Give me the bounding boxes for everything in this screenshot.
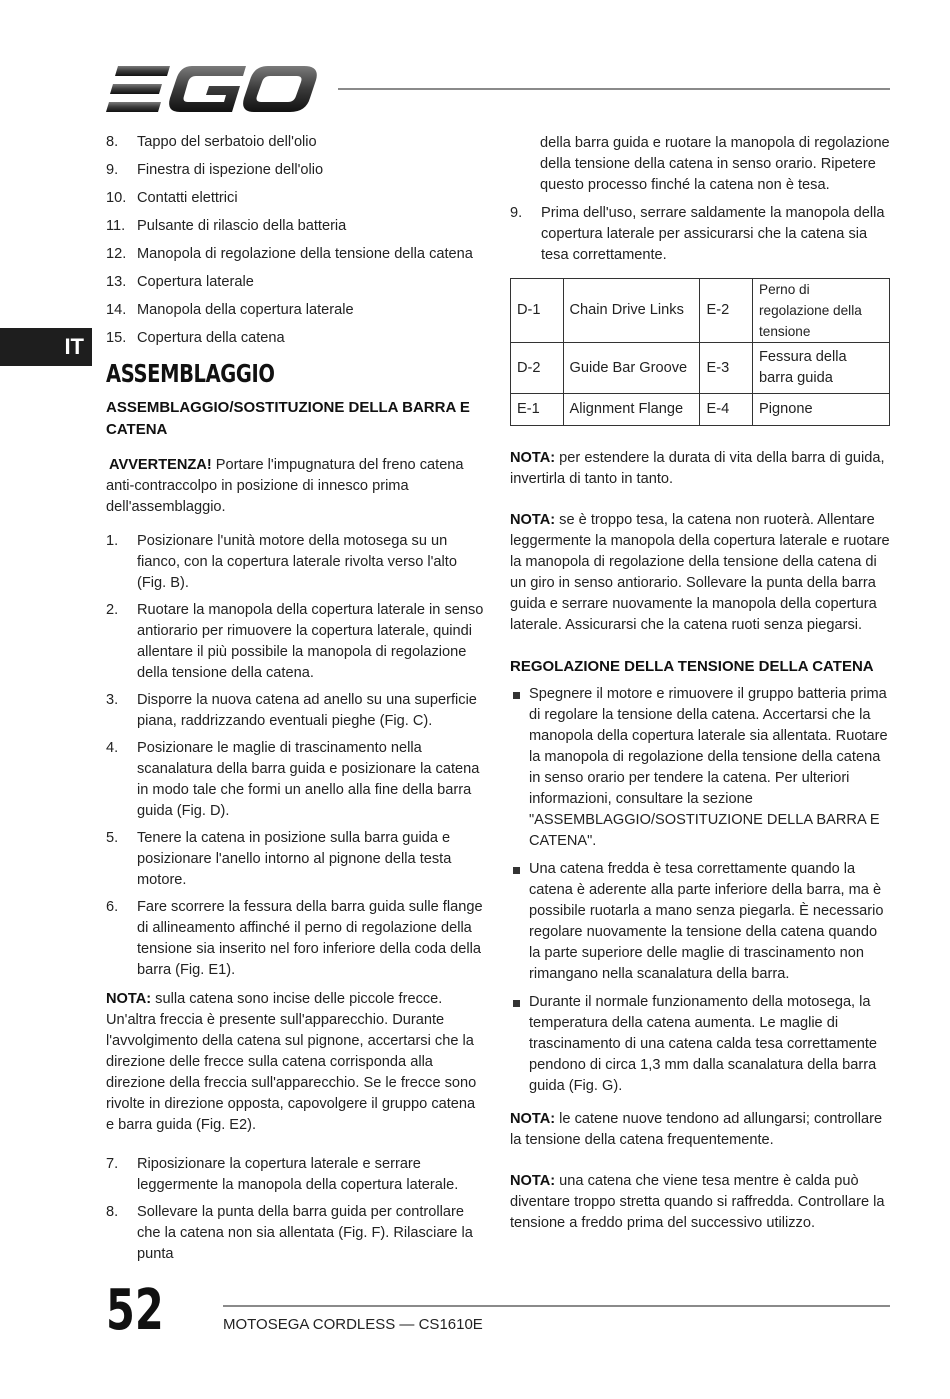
item-number: 11. [106, 218, 126, 234]
header-rule [338, 88, 890, 90]
note-hot-chain [510, 1171, 892, 1234]
list-item [106, 216, 486, 237]
table-row [511, 343, 890, 394]
assembly-steps [106, 531, 486, 981]
table-cell: Fessura della barra guida [753, 343, 890, 394]
note-label: NOTA: [510, 450, 556, 466]
note-text: per estendere la durata di vita della barra di guida, invertirla di tanto in tanto. [510, 450, 885, 487]
note-text: se è troppo tesa, la catena non ruoterà. Allentare leggermente la manopola della copertura laterale e ruotare la manopola di regolazione della tensione della catena di un giro in senso antiorario. Sollevare la punta della barra guida e serrare nuovamente la manopola della copertura laterale. Assicurarsi che la catena ruoti senza piegarsi. [510, 512, 890, 633]
list-item [106, 300, 486, 321]
item-text: Posizionare l'unità motore della motosega su un fianco, con la copertura laterale rivolta verso l'alto (Fig. B). [137, 533, 457, 591]
list-item [106, 160, 486, 181]
item-text: Disporre la nuova catena ad anello su una superficie piana, raddrizzando eventuali pieghe (Fig. C). [137, 692, 477, 729]
item-number: 7. [106, 1156, 119, 1172]
parts-table [510, 278, 890, 426]
table-cell: D-2 [511, 343, 564, 394]
item-text: Riposizionare la copertura laterale e serrare leggermente la manopola della copertura laterale. [137, 1156, 459, 1193]
warning-text: Portare l'impugnatura del freno catena anti-contraccolpo in posizione di innesco prima dell'assemblaggio. [106, 457, 464, 515]
item-number: 1. [106, 533, 119, 549]
tension-bullets [510, 684, 892, 1097]
footer-title: MOTOSEGA CORDLESS — CS1610E [223, 1316, 483, 1333]
tension-title: REGOLAZIONE DELLA TENSIONE DELLA CATENA [510, 658, 874, 675]
list-item [106, 1154, 486, 1196]
table-row [511, 279, 890, 343]
bullet-square-icon [513, 867, 520, 874]
item-number: 2. [106, 602, 119, 618]
note-flip [510, 448, 892, 490]
list-item [106, 272, 486, 293]
item-number: 4. [106, 740, 119, 756]
table-cell: Perno di regolazione della tensione [753, 279, 890, 343]
table-cell: E-2 [700, 279, 753, 343]
note-text: sulla catena sono incise delle piccole frecce. Un'altra freccia è presente sull'apparecchio. Durante l'avvolgimento della catena sul pignone, accertarsi che la direzione delle frecce sulla catena corrisponda alla direzione della freccia sull'apparecchio. Se le frecce sono rivolte in direzione opposta, capovolgere il gruppo catena e barra guida (Fig. E2). [106, 991, 477, 1133]
list-item [106, 531, 486, 594]
item-text: Sollevare la punta della barra guida per controllare che la catena non sia allentata (Fig. F). Rilasciare la punta [137, 1204, 473, 1262]
note-text: le catene nuove tendono ad allungarsi; controllare la tensione della catena frequentemente. [510, 1111, 883, 1148]
note-label: NOTA: [510, 512, 556, 528]
list-item [106, 738, 486, 822]
item-number: 8. [106, 134, 119, 150]
parts-list [106, 132, 486, 349]
item-text: Manopola di regolazione della tensione della catena [137, 246, 473, 262]
table-cell: Pignone [753, 394, 890, 426]
assembly-steps-final [510, 203, 892, 266]
note-text: una catena che viene tesa mentre è calda può diventare troppo stretta quando si raffredda. Controllare la tensione a freddo prima del successivo utilizzo. [510, 1173, 885, 1231]
warning-paragraph [106, 455, 486, 518]
list-item [510, 203, 892, 266]
table-cell: E-4 [700, 394, 753, 426]
list-item [106, 132, 486, 153]
list-item [106, 328, 486, 349]
item-number: 5. [106, 830, 119, 846]
item-text: Tenere la catena in posizione sulla barra guida e posizionare l'anello intorno al pignone della testa motore. [137, 830, 452, 888]
item-text: Fare scorrere la fessura della barra guida sulle flange di allineamento affinché il perno di regolazione della tensione sia inserito nel foro inferiore della coda della barra (Fig. E1). [137, 899, 483, 978]
left-column [106, 132, 486, 1271]
note-arrows [106, 989, 486, 1136]
subsection-title: ASSEMBLAGGIO/SOSTITUZIONE DELLA BARRA E CATENA [106, 399, 470, 438]
item-number: 15. [106, 330, 127, 346]
table-cell: D-1 [511, 279, 564, 343]
item-number: 8. [106, 1204, 119, 1220]
warning-label: AVVERTENZA! [109, 457, 212, 473]
list-item [106, 188, 486, 209]
step8-continued: della barra guida e ruotare la manopola di regolazione della tensione della catena in senso orario. Ripetere questo processo finché la catena non è tesa. [540, 135, 890, 193]
note-tight [510, 510, 892, 636]
item-number: 10. [106, 190, 127, 206]
item-number: 14. [106, 302, 127, 318]
item-text: Copertura della catena [137, 330, 285, 346]
list-item [106, 828, 486, 891]
item-text: Tappo del serbatoio dell'olio [137, 134, 317, 150]
item-text: Una catena fredda è tesa correttamente quando la catena è aderente alla parte inferiore della barra, ma è possibile ruotarla a mano senza piegarla. È necessario regolare nuovamente la tensione della catena quando la parte superiore delle maglie di trascinamento non rimangano nella scanalatura della barra. [529, 861, 884, 982]
note-new-chains [510, 1109, 892, 1151]
item-text: Copertura laterale [137, 274, 254, 290]
table-cell: Alignment Flange [563, 394, 700, 426]
item-text: Posizionare le maglie di trascinamento nella scanalatura della barra guida e posizionare la catena in modo tale che formi un anello alla fine della barra guida (Fig. D). [137, 740, 480, 819]
list-item [106, 244, 486, 265]
table-cell: E-3 [700, 343, 753, 394]
table-cell: Guide Bar Groove [563, 343, 700, 394]
table-cell: E-1 [511, 394, 564, 426]
section-title: ASSEMBLAGGIO [106, 359, 275, 388]
item-text: Prima dell'uso, serrare saldamente la manopola della copertura laterale per assicurarsi che la catena sia tesa correttamente. [541, 205, 885, 263]
language-tab: IT [0, 328, 92, 366]
page-number: 52 [106, 1278, 164, 1343]
list-item [106, 897, 486, 981]
item-text: Pulsante di rilascio della batteria [137, 218, 347, 234]
assembly-steps-continued [106, 1154, 486, 1265]
list-item [106, 600, 486, 684]
note-label: NOTA: [106, 991, 152, 1007]
list-item [106, 690, 486, 732]
list-item [510, 684, 892, 852]
item-number: 12. [106, 246, 127, 262]
item-number: 9. [106, 162, 119, 178]
table-cell: Chain Drive Links [563, 279, 700, 343]
item-text: Ruotare la manopola della copertura laterale in senso antiorario per rimuovere la copertura laterale, quindi allentare il più possibile la manopola di regolazione della tensione della catena. [137, 602, 484, 681]
item-number: 9. [510, 205, 523, 221]
item-number: 6. [106, 899, 119, 915]
item-text: Spegnere il motore e rimuovere il gruppo batteria prima di regolare la tensione della catena. Accertarsi che la manopola della copertura laterale sia allentata. Ruotare la manopola di regolazione della tensione della catena in senso orario per tendere la catena. Per ulteriori informazioni, consultare la sezione "ASSEMBLAGGIO/SOSTITUZIONE DELLA BARRA E CATENA". [529, 686, 888, 849]
right-column [510, 133, 892, 1248]
table-row [511, 394, 890, 426]
note-label: NOTA: [510, 1111, 556, 1127]
footer-rule [223, 1305, 890, 1307]
bullet-square-icon [513, 1000, 520, 1007]
item-text: Durante il normale funzionamento della motosega, la temperatura della catena aumenta. Le maglie di trascinamento di una catena calda tesa correttamente pendono di circa 1,3 mm dalla scanalatura della barra guida (Fig. G). [529, 994, 878, 1094]
list-item [510, 859, 892, 985]
item-text: Finestra di ispezione dell'olio [137, 162, 324, 178]
list-item [510, 992, 892, 1097]
item-number: 13. [106, 274, 127, 290]
list-item [106, 1202, 486, 1265]
note-label: NOTA: [510, 1173, 556, 1189]
ego-logo [106, 64, 318, 114]
item-text: Contatti elettrici [137, 190, 238, 206]
item-text: Manopola della copertura laterale [137, 302, 354, 318]
item-number: 3. [106, 692, 119, 708]
bullet-square-icon [513, 692, 520, 699]
